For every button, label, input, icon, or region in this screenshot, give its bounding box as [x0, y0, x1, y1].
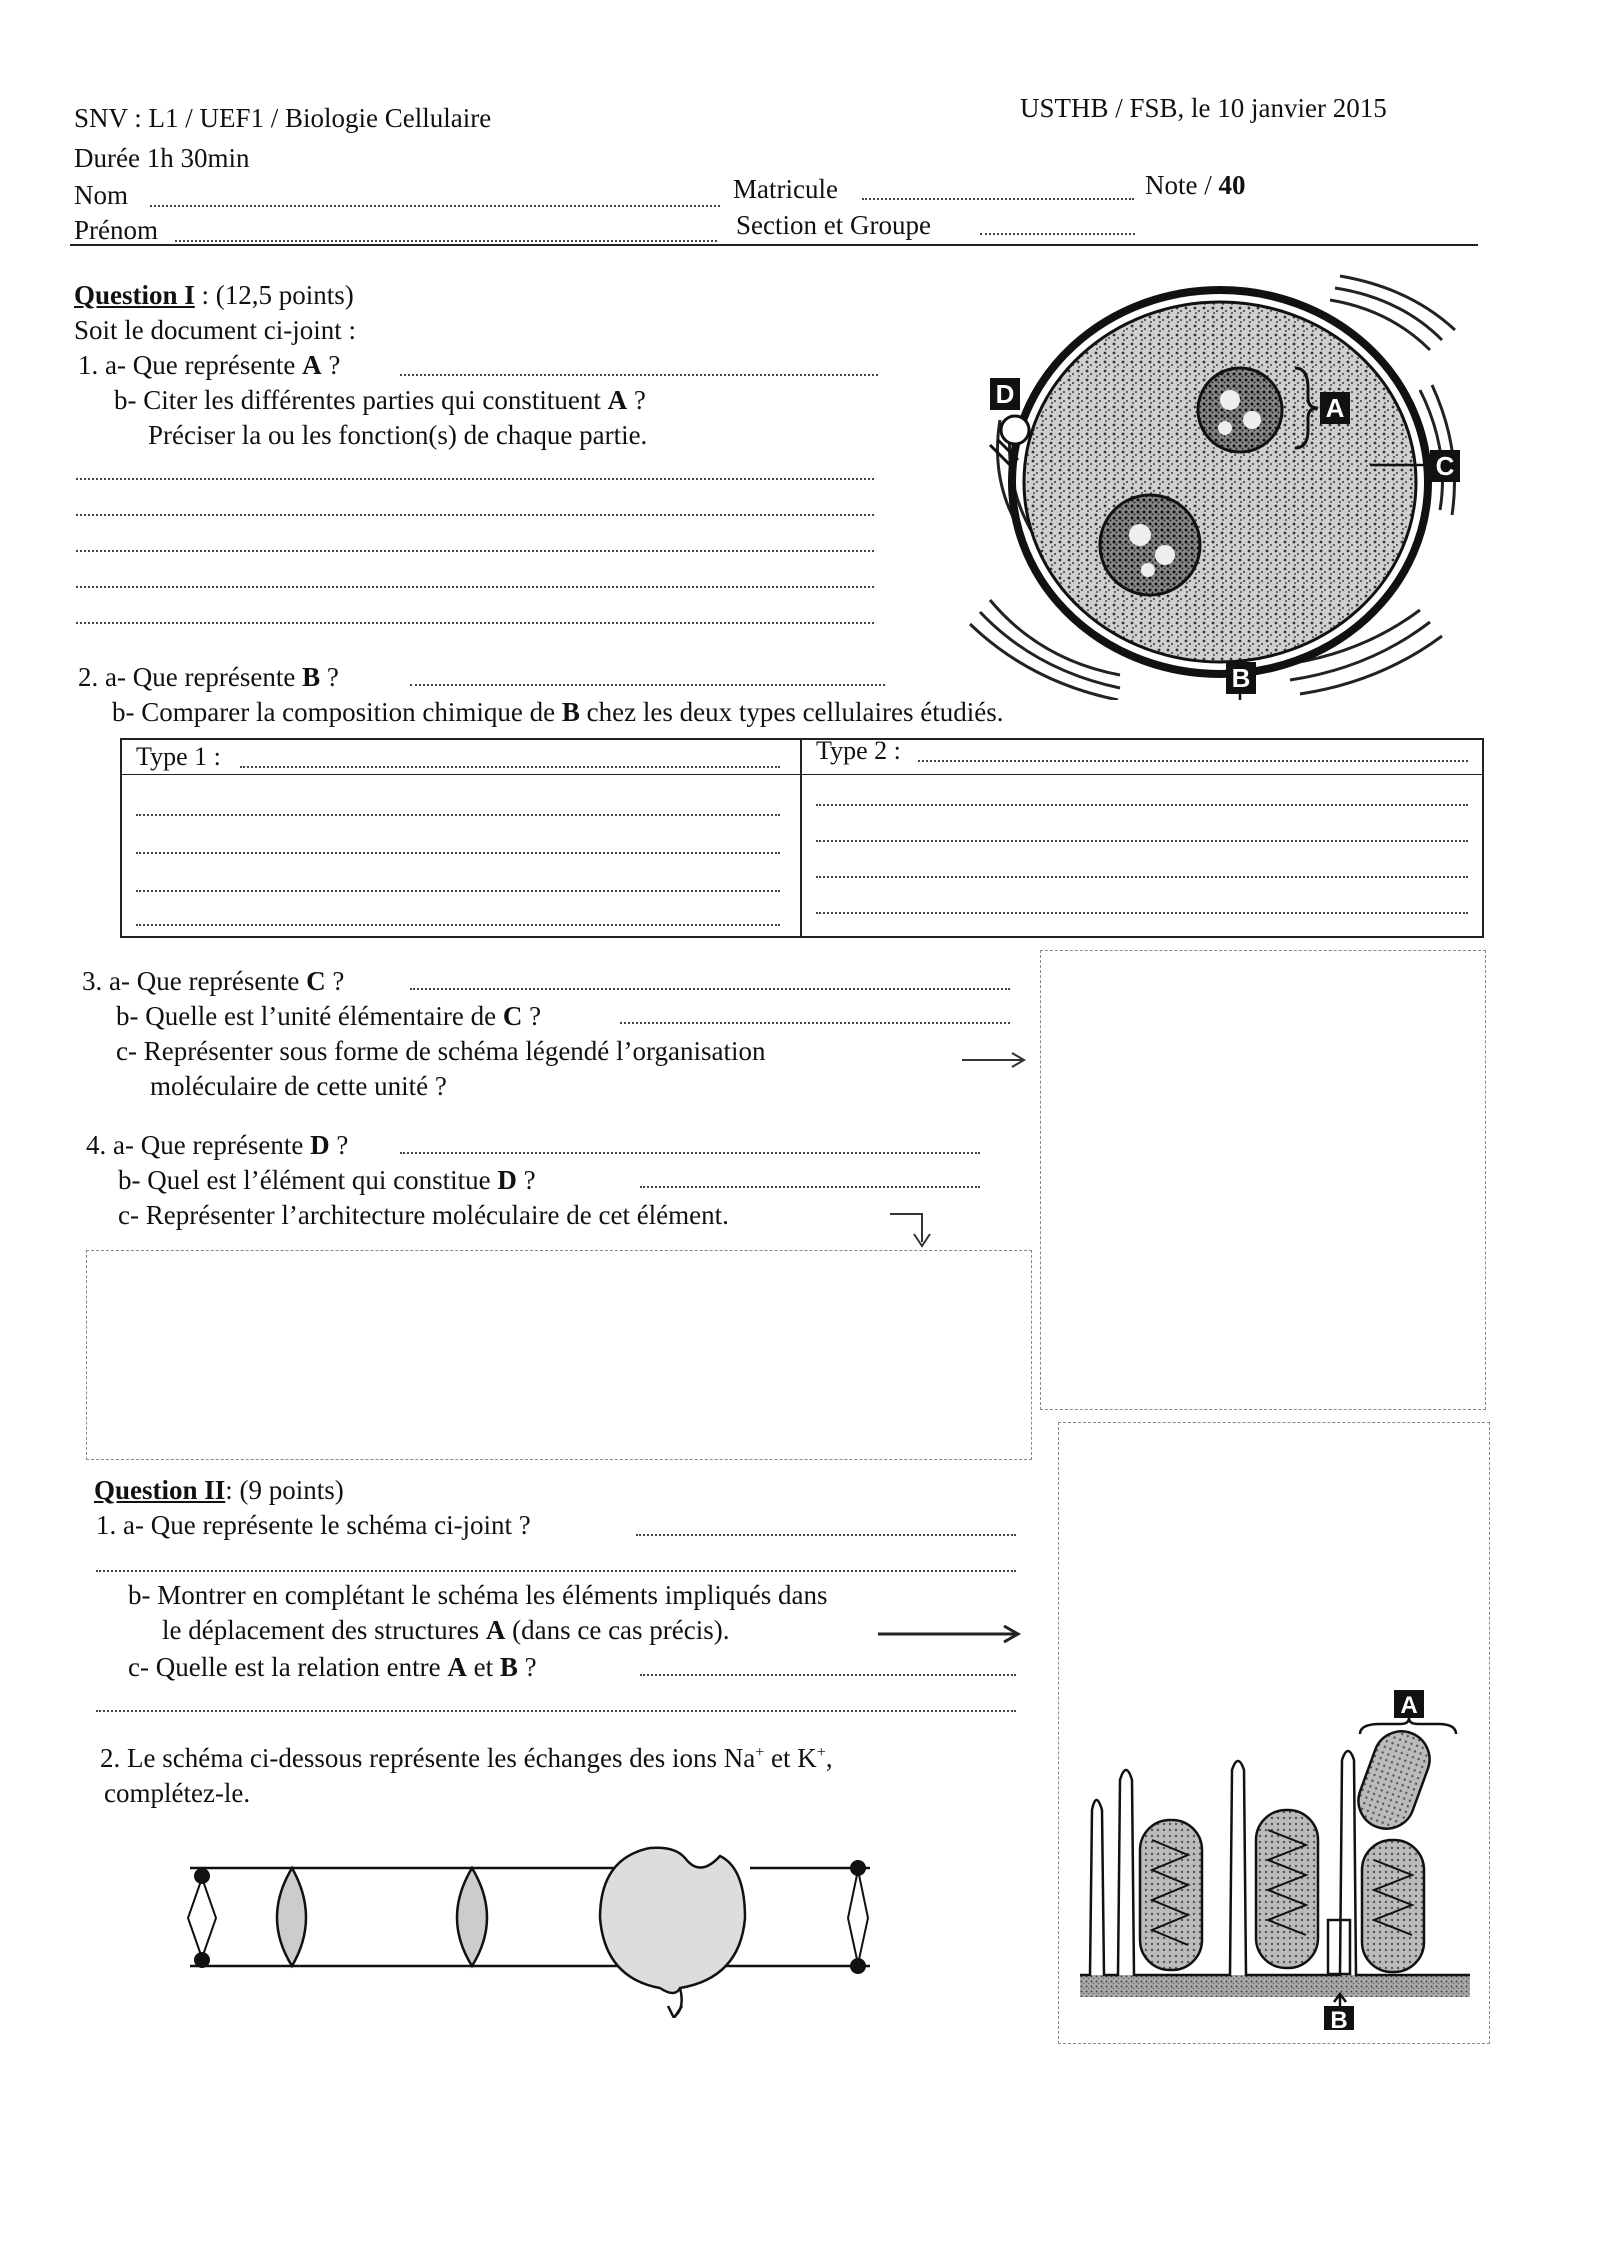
arrow-right-icon — [960, 1048, 1030, 1072]
section-field[interactable] — [980, 233, 1135, 235]
note-label: Note / 40 — [1145, 170, 1246, 200]
prenom-field[interactable] — [175, 240, 717, 242]
label-c: C — [1435, 451, 1455, 481]
q1-heading: Question I : (12,5 points) — [74, 280, 354, 310]
nom-field[interactable] — [150, 205, 720, 207]
answer-line[interactable] — [136, 852, 780, 854]
q1-intro: Soit le document ci-joint : — [74, 315, 356, 345]
membrane-pump-figure — [180, 1838, 880, 2018]
course-title: SNV : L1 / UEF1 / Biologie Cellulaire — [74, 103, 492, 133]
q1-2a-answer[interactable] — [410, 684, 885, 686]
answer-line[interactable] — [816, 912, 1468, 914]
label-b-box — [1222, 660, 1262, 700]
header-rule — [70, 244, 1478, 246]
q1-3c-2: moléculaire de cette unité ? — [150, 1071, 447, 1101]
answer-line[interactable] — [96, 1710, 1016, 1712]
q2-1c: c- Quelle est la relation entre A et B ? — [128, 1652, 537, 1682]
answer-line[interactable] — [816, 840, 1468, 842]
q2-2-line2: complétez-le. — [104, 1778, 251, 1808]
arrow-right-icon — [876, 1622, 1026, 1646]
answer-line[interactable] — [816, 876, 1468, 878]
nom-label: Nom — [74, 180, 128, 210]
answer-line[interactable] — [136, 814, 780, 816]
prenom-label: Prénom — [74, 215, 158, 245]
answer-line[interactable] — [76, 514, 874, 516]
q1-4c: c- Représenter l’architecture moléculaire de cet élément. — [118, 1200, 729, 1230]
q1-3c: c- Représenter sous forme de schéma légendé l’organisation — [116, 1036, 766, 1066]
table-row-divider — [122, 774, 1482, 775]
q1-title: Question I — [74, 280, 195, 310]
note-total: 40 — [1218, 170, 1246, 200]
q2-1a: 1. a- Que représente le schéma ci-joint ? — [96, 1510, 531, 1540]
q1-2b: b- Comparer la composition chimique de B chez les deux types cellulaires étudiés. — [112, 697, 1004, 727]
answer-line[interactable] — [76, 550, 874, 552]
q1-4a: 4. a- Que représente D ? — [86, 1130, 349, 1160]
q2-1a-answer[interactable] — [636, 1534, 1016, 1536]
arrow-down-icon — [886, 1206, 936, 1250]
type2-answer[interactable] — [918, 760, 1468, 762]
q2-1b-2: le déplacement des structures A (dans ce cas précis). — [162, 1615, 730, 1645]
answer-line[interactable] — [76, 478, 874, 480]
label-b: B — [1231, 663, 1251, 693]
q1-3a-answer[interactable] — [410, 988, 1010, 990]
q2-2: 2. Le schéma ci-dessous représente les échanges des ions Na+ et K+, — [100, 1743, 833, 1773]
q1-3a: 3. a- Que représente C ? — [82, 966, 345, 996]
q1-2a: 2. a- Que représente B ? — [78, 662, 339, 692]
matricule-label: Matricule — [733, 174, 838, 204]
cell-label-b: B — [1330, 2007, 1348, 2030]
cell-label-a: A — [1400, 1692, 1418, 1719]
institution-date: USTHB / FSB, le 10 janvier 2015 — [1020, 93, 1387, 123]
label-a: A — [1325, 393, 1345, 423]
cell-microvilli-figure — [1060, 1690, 1488, 2030]
q1-1b: b- Citer les différentes parties qui constituent A ? — [114, 385, 646, 415]
q1-1a-answer[interactable] — [400, 374, 878, 376]
q3-drawing-area[interactable] — [1040, 950, 1486, 1410]
q2-title: Question II — [94, 1475, 226, 1505]
answer-line[interactable] — [816, 804, 1468, 806]
nucleus-figure — [950, 270, 1470, 700]
answer-line[interactable] — [96, 1570, 1016, 1572]
type1-answer[interactable] — [240, 766, 780, 768]
label-d: D — [995, 379, 1015, 409]
section-label: Section et Groupe — [736, 210, 931, 240]
table-divider — [800, 740, 802, 936]
q4-drawing-area[interactable] — [86, 1250, 1032, 1460]
answer-line[interactable] — [76, 622, 874, 624]
type2-label: Type 2 : — [816, 736, 901, 765]
q1-4a-answer[interactable] — [400, 1152, 980, 1154]
q1-4b: b- Quel est l’élément qui constitue D ? — [118, 1165, 536, 1195]
q1-4b-answer[interactable] — [640, 1186, 980, 1188]
type1-label: Type 1 : — [136, 742, 221, 771]
q2-1c-answer[interactable] — [640, 1674, 1016, 1676]
q1-3b-answer[interactable] — [620, 1022, 1010, 1024]
q1-3b: b- Quelle est l’unité élémentaire de C ? — [116, 1001, 542, 1031]
q2-heading: Question II: (9 points) — [94, 1475, 344, 1505]
q2-1b: b- Montrer en complétant le schéma les éléments impliqués dans — [128, 1580, 828, 1610]
matricule-field[interactable] — [862, 198, 1134, 200]
q1-1b-2: Préciser la ou les fonction(s) de chaque partie. — [148, 420, 648, 450]
q1-1a: 1. a- Que représente A ? — [78, 350, 341, 380]
answer-line[interactable] — [136, 890, 780, 892]
exam-duration: Durée 1h 30min — [74, 143, 250, 173]
comparison-table — [120, 738, 1484, 938]
answer-line[interactable] — [76, 586, 874, 588]
answer-line[interactable] — [136, 924, 780, 926]
